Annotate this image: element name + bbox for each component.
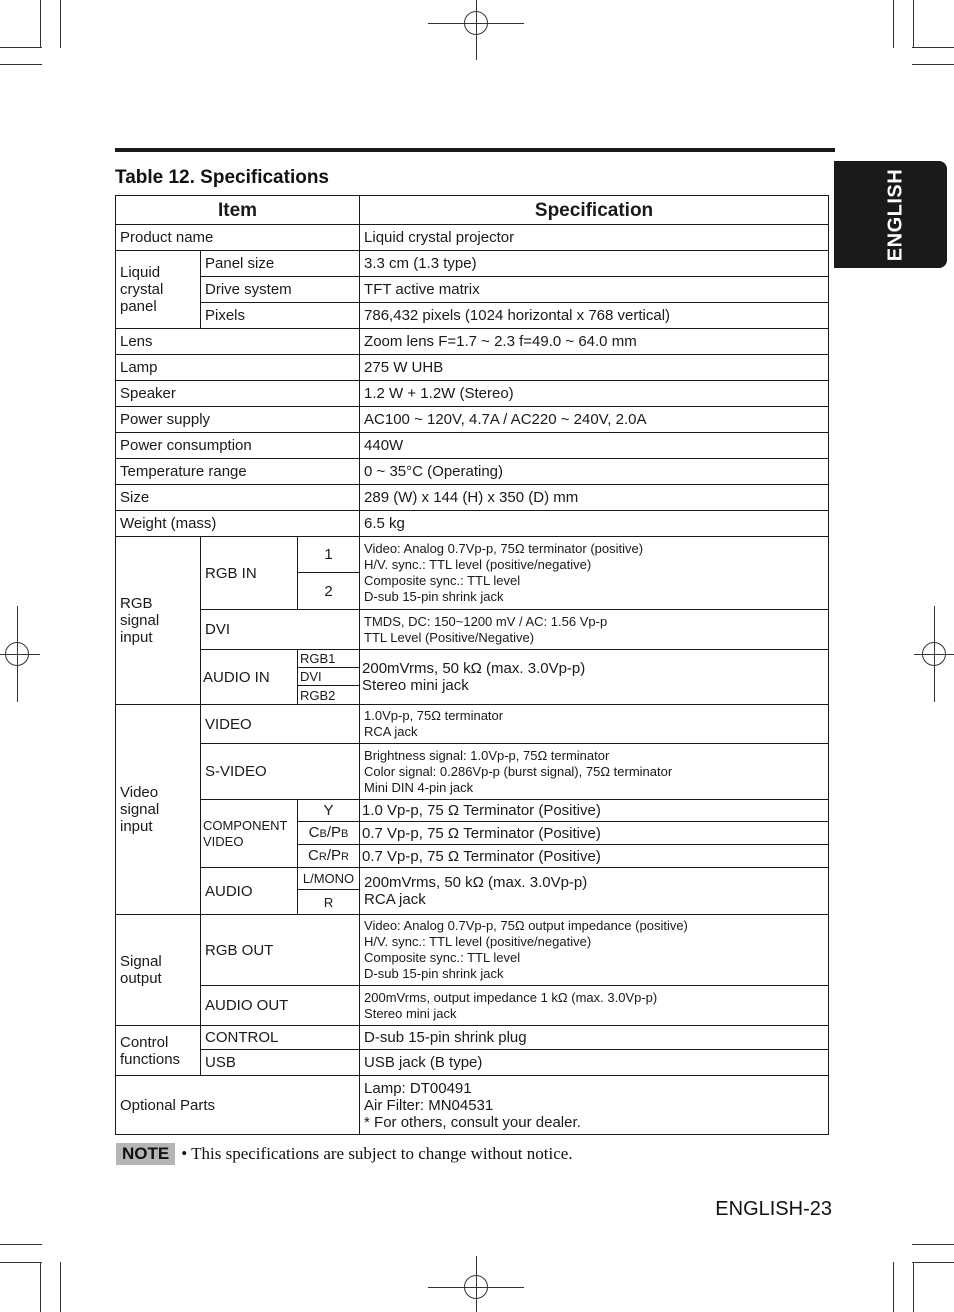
port-cell: 2 <box>298 573 360 610</box>
item-cell: VIDEO <box>201 705 360 744</box>
item-cell: AUDIO <box>201 868 298 915</box>
spec-cell: 1.0Vp-p, 75Ω terminator RCA jack <box>360 705 829 744</box>
sub-port-cell: RGB1 <box>298 650 360 668</box>
item-cell: Weight (mass) <box>116 511 360 537</box>
spec-cell: Liquid crystal projector <box>360 225 829 251</box>
table-row <box>116 650 829 668</box>
spec-cell: TFT active matrix <box>360 277 829 303</box>
language-tab-label: ENGLISH <box>884 168 907 261</box>
item-cell-component: COMPONENT VIDEO <box>201 800 298 868</box>
spec-cell: TMDS, DC: 150~1200 mV / AC: 1.56 Vp-p TTL Level (Positive/Negative) <box>360 610 829 650</box>
item-cell: Lens <box>116 329 360 355</box>
spec-cell: 200mVrms, 50 kΩ (max. 3.0Vp-p) Stereo mini jack <box>360 650 829 705</box>
item-cell: AUDIO OUT <box>201 986 360 1026</box>
spec-cell: 3.3 cm (1.3 type) <box>360 251 829 277</box>
spec-cell: D-sub 15-pin shrink plug <box>360 1026 829 1050</box>
top-rule <box>115 148 835 152</box>
table-row <box>116 705 829 744</box>
table-row <box>116 800 829 822</box>
item-cell: Temperature range <box>116 459 360 485</box>
component-channel-cell: Y <box>298 800 360 822</box>
spec-cell: 0 ~ 35°C (Operating) <box>360 459 829 485</box>
item-cell: DVI <box>201 610 360 650</box>
table-row <box>116 329 829 355</box>
note <box>116 1143 573 1165</box>
item-cell: RGB OUT <box>201 915 360 986</box>
item-cell: Optional Parts <box>116 1076 360 1135</box>
table-row <box>116 744 829 800</box>
spec-cell: Video: Analog 0.7Vp-p, 75Ω output impedance (positive) H/V. sync.: TTL level (positive/negative) Composite sync.: TTL level D-sub 15-pin shrink jack <box>360 915 829 986</box>
spec-cell: AC100 ~ 120V, 4.7A / AC220 ~ 240V, 2.0A <box>360 407 829 433</box>
spec-cell: 440W <box>360 433 829 459</box>
table-row <box>116 407 829 433</box>
item-cell: RGB IN <box>201 537 298 610</box>
group-cell-lcd: Liquid crystal panel <box>116 251 201 329</box>
sub-port-cell: R <box>298 890 360 915</box>
language-tab <box>834 161 947 268</box>
table-row <box>116 868 829 890</box>
item-cell: Pixels <box>201 303 360 329</box>
table-row <box>116 225 829 251</box>
spec-cell: 289 (W) x 144 (H) x 350 (D) mm <box>360 485 829 511</box>
table-header-row <box>116 196 829 225</box>
table-row <box>116 986 829 1026</box>
spec-cell: Lamp: DT00491 Air Filter: MN04531 * For others, consult your dealer. <box>360 1076 829 1135</box>
spec-cell: 6.5 kg <box>360 511 829 537</box>
item-cell: S-VIDEO <box>201 744 360 800</box>
table-row <box>116 303 829 329</box>
item-cell: AUDIO IN <box>201 650 298 705</box>
group-cell-video-input: Video signal input <box>116 705 201 915</box>
spec-cell: Video: Analog 0.7Vp-p, 75Ω terminator (positive) H/V. sync.: TTL level (positive/negative) Composite sync.: TTL level D-sub 15-pin shrink jack <box>360 537 829 610</box>
sub-port-cell: L/MONO <box>298 868 360 890</box>
table-row <box>116 511 829 537</box>
item-cell: Speaker <box>116 381 360 407</box>
note-badge: NOTE <box>116 1143 175 1165</box>
spec-cell: 786,432 pixels (1024 horizontal x 768 vertical) <box>360 303 829 329</box>
component-channel-cell: CR/PR <box>298 845 360 868</box>
item-cell: Lamp <box>116 355 360 381</box>
table-row <box>116 459 829 485</box>
item-cell: Size <box>116 485 360 511</box>
group-cell-control: Control functions <box>116 1026 201 1076</box>
table-caption: Table 12. Specifications <box>115 167 330 188</box>
table-row <box>116 915 829 986</box>
component-channel-cell: CB/PB <box>298 822 360 845</box>
table-row <box>116 355 829 381</box>
spec-cell: 1.2 W + 1.2W (Stereo) <box>360 381 829 407</box>
page-number: ENGLISH-23 <box>715 1198 832 1220</box>
sub-port-cell: RGB2 <box>298 686 360 705</box>
table-row <box>116 537 829 573</box>
specifications-table <box>115 195 829 1135</box>
spec-cell: 200mVrms, output impedance 1 kΩ (max. 3.0Vp-p) Stereo mini jack <box>360 986 829 1026</box>
item-cell: Power consumption <box>116 433 360 459</box>
group-cell-rgb-input: RGB signal input <box>116 537 201 705</box>
table-row <box>116 381 829 407</box>
spec-cell: USB jack (B type) <box>360 1050 829 1076</box>
table-row <box>116 251 829 277</box>
table-row <box>116 1026 829 1050</box>
header-spec: Specification <box>360 196 829 225</box>
table-row <box>116 277 829 303</box>
spec-cell: Brightness signal: 1.0Vp-p, 75Ω terminator Color signal: 0.286Vp-p (burst signal), 75Ω terminator Mini DIN 4-pin jack <box>360 744 829 800</box>
item-cell: Drive system <box>201 277 360 303</box>
item-cell: Panel size <box>201 251 360 277</box>
spec-cell: 200mVrms, 50 kΩ (max. 3.0Vp-p) RCA jack <box>360 868 829 915</box>
table-row <box>116 485 829 511</box>
table-row <box>116 1076 829 1135</box>
spec-cell: 0.7 Vp-p, 75 Ω Terminator (Positive) <box>360 822 829 845</box>
table-row <box>116 433 829 459</box>
sub-port-cell: DVI <box>298 668 360 686</box>
spec-cell: 275 W UHB <box>360 355 829 381</box>
spec-cell: 1.0 Vp-p, 75 Ω Terminator (Positive) <box>360 800 829 822</box>
item-cell: Product name <box>116 225 360 251</box>
port-cell: 1 <box>298 537 360 573</box>
header-item: Item <box>116 196 360 225</box>
item-cell: USB <box>201 1050 360 1076</box>
note-text: • This specifications are subject to change without notice. <box>181 1144 573 1163</box>
item-cell: CONTROL <box>201 1026 360 1050</box>
group-cell-signal-output: Signal output <box>116 915 201 1026</box>
spec-cell: 0.7 Vp-p, 75 Ω Terminator (Positive) <box>360 845 829 868</box>
table-row <box>116 1050 829 1076</box>
spec-cell: Zoom lens F=1.7 ~ 2.3 f=49.0 ~ 64.0 mm <box>360 329 829 355</box>
item-cell: Power supply <box>116 407 360 433</box>
table-row <box>116 610 829 650</box>
